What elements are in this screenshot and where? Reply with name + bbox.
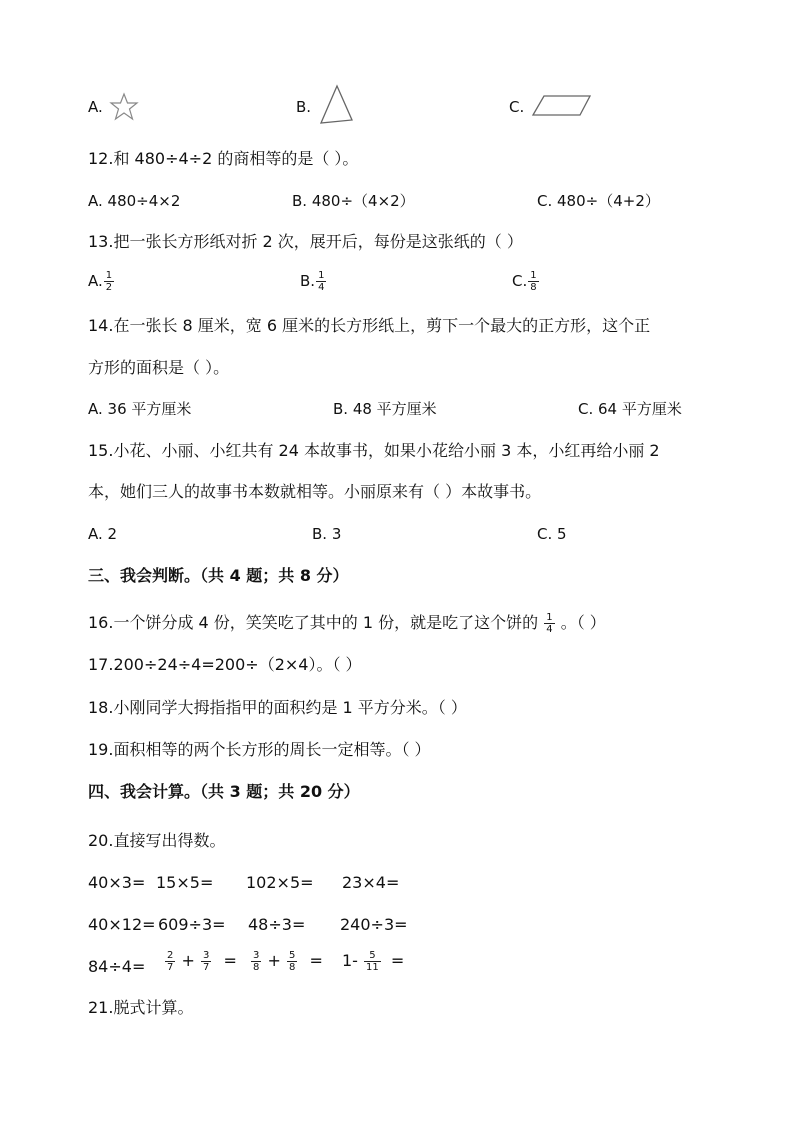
option-label: C. <box>509 98 525 116</box>
question-19: 19.面积相等的两个长方形的周长一定相等。（ ） <box>88 740 431 759</box>
calc-item: 23×4= <box>342 873 400 892</box>
q12-option-a: A. 480÷4×2 <box>88 192 181 210</box>
q12-option-b: B. 480÷（4×2） <box>292 192 415 210</box>
denominator: 7 <box>202 962 210 973</box>
fraction <box>287 950 297 973</box>
numerator: 5 <box>369 950 376 961</box>
q13-option-b <box>300 270 327 293</box>
question-15-line-2: 本，她们三人的故事书本数就相等。小丽原来有（ ）本故事书。 <box>88 482 542 501</box>
question-18: 18.小刚同学大拇指指甲的面积约是 1 平方分米。（ ） <box>88 698 467 717</box>
fraction <box>528 270 538 293</box>
q14-option-b: B. 48 平方厘米 <box>333 400 437 418</box>
equals-sign: = <box>390 951 405 970</box>
parallelogram-shape-icon <box>530 94 594 118</box>
question-20: 20.直接写出得数。 <box>88 831 226 850</box>
denominator: 8 <box>288 962 296 973</box>
question-15-line-1: 15.小花、小丽、小红共有 24 本故事书，如果小花给小丽 3 本，小红再给小丽 2 <box>88 441 660 460</box>
denominator: 4 <box>318 282 325 293</box>
numerator: 5 <box>288 950 296 961</box>
calc-item: 84÷4= <box>88 957 146 976</box>
fraction-expression <box>250 950 323 973</box>
section-4-heading: 四、我会计算。（共 3 题；共 20 分） <box>88 782 360 801</box>
q13-option-c <box>512 270 540 293</box>
fraction-expression <box>164 950 237 973</box>
denominator: 8 <box>530 282 537 293</box>
answer-bracket: 。（ ） <box>560 613 606 632</box>
numerator: 2 <box>167 950 174 961</box>
calc-item: 40×3= <box>88 873 146 892</box>
fraction <box>201 950 211 973</box>
operator: + <box>267 951 281 970</box>
q14-option-c: C. 64 平方厘米 <box>578 400 682 418</box>
calc-item: 609÷3= <box>158 915 226 934</box>
fraction <box>104 270 114 293</box>
question-21: 21.脱式计算。 <box>88 998 194 1017</box>
q15-option-c: C. 5 <box>537 525 567 543</box>
option-label: B. <box>300 272 316 290</box>
fraction-expression <box>342 950 404 973</box>
q15-option-a: A. 2 <box>88 525 118 543</box>
question-12: 12.和 480÷4÷2 的商相等的是（ ）。 <box>88 149 359 168</box>
numerator: 1 <box>105 270 113 281</box>
star-shape-icon <box>108 92 140 122</box>
denominator: 11 <box>366 962 379 973</box>
numerator: 1 <box>318 270 325 281</box>
question-14-line-2: 方形的面积是（ ）。 <box>88 358 230 377</box>
denominator: 8 <box>253 962 260 973</box>
operand: 1- <box>342 951 358 970</box>
numerator: 3 <box>253 950 260 961</box>
triangle-shape-icon <box>317 84 355 126</box>
calc-item: 15×5= <box>156 873 214 892</box>
q12-option-c: C. 480÷（4+2） <box>537 192 660 210</box>
calc-item: 48÷3= <box>248 915 306 934</box>
fraction <box>165 950 175 973</box>
numerator: 3 <box>202 950 210 961</box>
denominator: 2 <box>105 282 113 293</box>
question-17: 17.200÷24÷4=200÷（2×4）。（ ） <box>88 655 362 674</box>
question-16-text: 16.一个饼分成 4 份，笑笑吃了其中的 1 份，就是吃了这个饼的 <box>88 613 539 632</box>
option-label: A. <box>88 98 103 116</box>
numerator: 1 <box>546 612 553 623</box>
question-14-line-1: 14.在一张长 8 厘米，宽 6 厘米的长方形纸上，剪下一个最大的正方形，这个正 <box>88 316 651 335</box>
numerator: 1 <box>530 270 537 281</box>
q15-option-b: B. 3 <box>312 525 342 543</box>
option-label: C. <box>512 272 528 290</box>
option-label: B. <box>296 98 312 116</box>
fraction <box>251 950 261 973</box>
calc-item: 102×5= <box>246 873 314 892</box>
calc-item: 240÷3= <box>340 915 408 934</box>
question-13: 13.把一张长方形纸对折 2 次，展开后，每份是这张纸的（ ） <box>88 232 523 251</box>
question-16 <box>88 612 606 635</box>
operator: + <box>181 951 195 970</box>
equals-sign: = <box>223 951 237 970</box>
q13-option-a <box>88 270 115 293</box>
section-3-heading: 三、我会判断。（共 4 题；共 8 分） <box>88 566 349 585</box>
denominator: 4 <box>546 624 553 635</box>
fraction <box>544 612 554 635</box>
calc-item: 40×12= <box>88 915 156 934</box>
denominator: 7 <box>167 962 174 973</box>
option-label: A. <box>88 272 103 290</box>
equals-sign: = <box>309 951 323 970</box>
fraction <box>364 950 381 973</box>
fraction <box>316 270 326 293</box>
q14-option-a: A. 36 平方厘米 <box>88 400 192 418</box>
